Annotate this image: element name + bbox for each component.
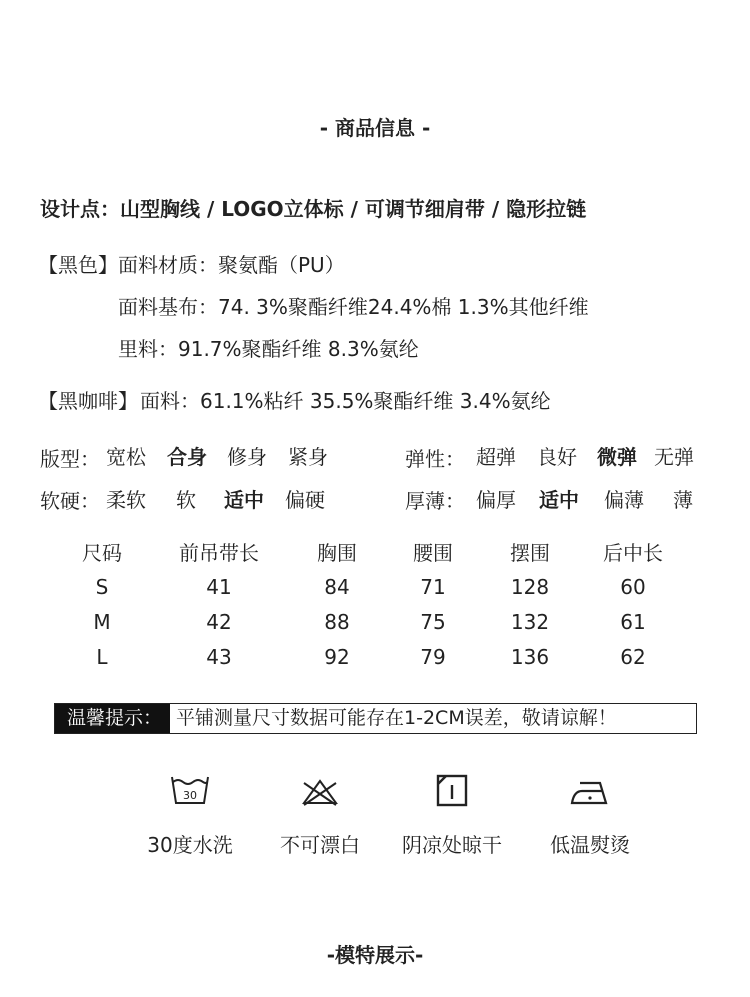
size-cell: 71 xyxy=(420,574,446,599)
table-row xyxy=(48,639,680,674)
elasticity-option: 无弹 xyxy=(654,445,694,469)
elasticity-option: 良好 xyxy=(537,445,577,469)
measurement-tip xyxy=(54,703,697,734)
elasticity-option: 超弹 xyxy=(476,445,516,469)
material-black-label: 【黑色】 xyxy=(38,253,118,277)
care-label: 30度水洗 xyxy=(147,833,233,857)
care-label: 阴凉处晾干 xyxy=(402,833,502,857)
size-cell: 128 xyxy=(510,574,550,599)
size-cell: 92 xyxy=(324,644,350,669)
size-header-cell: 前吊带长 xyxy=(179,541,259,565)
thickness-label: 厚薄： xyxy=(405,489,465,513)
softness-option: 软 xyxy=(176,488,196,512)
fit-option: 紧身 xyxy=(288,445,328,469)
size-cell: 61 xyxy=(620,609,646,634)
fit-option: 宽松 xyxy=(106,445,146,469)
size-header-cell: 后中长 xyxy=(603,541,663,565)
size-cell: 79 xyxy=(420,644,446,669)
softness-option-selected: 适中 xyxy=(224,488,264,512)
size-table xyxy=(48,534,680,674)
size-cell: 75 xyxy=(420,609,446,634)
tip-label: 温馨提示： xyxy=(55,704,170,733)
size-cell: 41 xyxy=(206,574,232,599)
size-cell: 60 xyxy=(620,574,646,599)
softness-label: 软硬： xyxy=(40,489,100,513)
size-cell: 88 xyxy=(324,609,350,634)
size-cell: 136 xyxy=(510,644,550,669)
size-header-cell: 胸围 xyxy=(317,541,357,565)
material-coffee-label: 【黑咖啡】 xyxy=(38,389,138,413)
size-cell: 43 xyxy=(206,644,232,669)
material-black-line-2: 面料基布：74. 3%聚酯纤维24.4%棉 1.3%其他纤维 xyxy=(118,295,589,319)
elasticity-label: 弹性： xyxy=(405,447,465,471)
size-cell: 84 xyxy=(324,574,350,599)
fit-option-selected: 合身 xyxy=(167,445,207,469)
tip-text: 平铺测量尺寸数据可能存在1-2CM误差，敬请谅解！ xyxy=(176,707,617,729)
section-title-product-info: - 商品信息 - xyxy=(319,116,431,140)
section-title-model: -模特展示- xyxy=(326,943,424,967)
care-item-iron xyxy=(520,773,660,858)
care-label: 不可漂白 xyxy=(280,833,360,857)
size-cell: M xyxy=(93,609,111,634)
wash-30-icon xyxy=(168,773,212,809)
size-cell: S xyxy=(95,574,109,599)
size-table-header xyxy=(48,534,680,569)
elasticity-option-selected: 微弹 xyxy=(597,445,637,469)
size-cell: 132 xyxy=(510,609,550,634)
softness-option: 柔软 xyxy=(106,488,146,512)
softness-option: 偏硬 xyxy=(285,488,325,512)
care-item-wash xyxy=(120,773,260,858)
size-cell: 62 xyxy=(620,644,646,669)
size-cell: L xyxy=(96,644,108,669)
care-item-no-bleach xyxy=(250,773,390,858)
table-row xyxy=(48,569,680,604)
no-bleach-icon xyxy=(298,773,342,809)
thickness-option: 薄 xyxy=(673,488,693,512)
size-header-cell: 摆围 xyxy=(510,541,550,565)
size-header-cell: 尺码 xyxy=(82,541,122,565)
shade-dry-icon xyxy=(430,773,474,809)
material-black-line-1: 面料材质：聚氨酯（PU） xyxy=(118,253,345,277)
fit-option: 修身 xyxy=(227,445,267,469)
fit-label: 版型： xyxy=(40,447,100,471)
care-label: 低温熨烫 xyxy=(550,833,630,857)
wash-temp-text: 30 xyxy=(183,789,197,802)
care-item-shade-dry xyxy=(382,773,522,858)
material-black-line-3: 里料：91.7%聚酯纤维 8.3%氨纶 xyxy=(118,337,419,361)
thickness-option-selected: 适中 xyxy=(539,488,579,512)
thickness-option: 偏薄 xyxy=(604,488,644,512)
iron-low-icon xyxy=(568,773,612,809)
size-header-cell: 腰围 xyxy=(413,541,453,565)
material-coffee-line: 面料：61.1%粘纤 35.5%聚酯纤维 3.4%氨纶 xyxy=(140,389,551,413)
thickness-option: 偏厚 xyxy=(476,488,516,512)
size-cell: 42 xyxy=(206,609,232,634)
design-points: 设计点：山型胸线 / LOGO立体标 / 可调节细肩带 / 隐形拉链 xyxy=(40,197,587,221)
table-row xyxy=(48,604,680,639)
